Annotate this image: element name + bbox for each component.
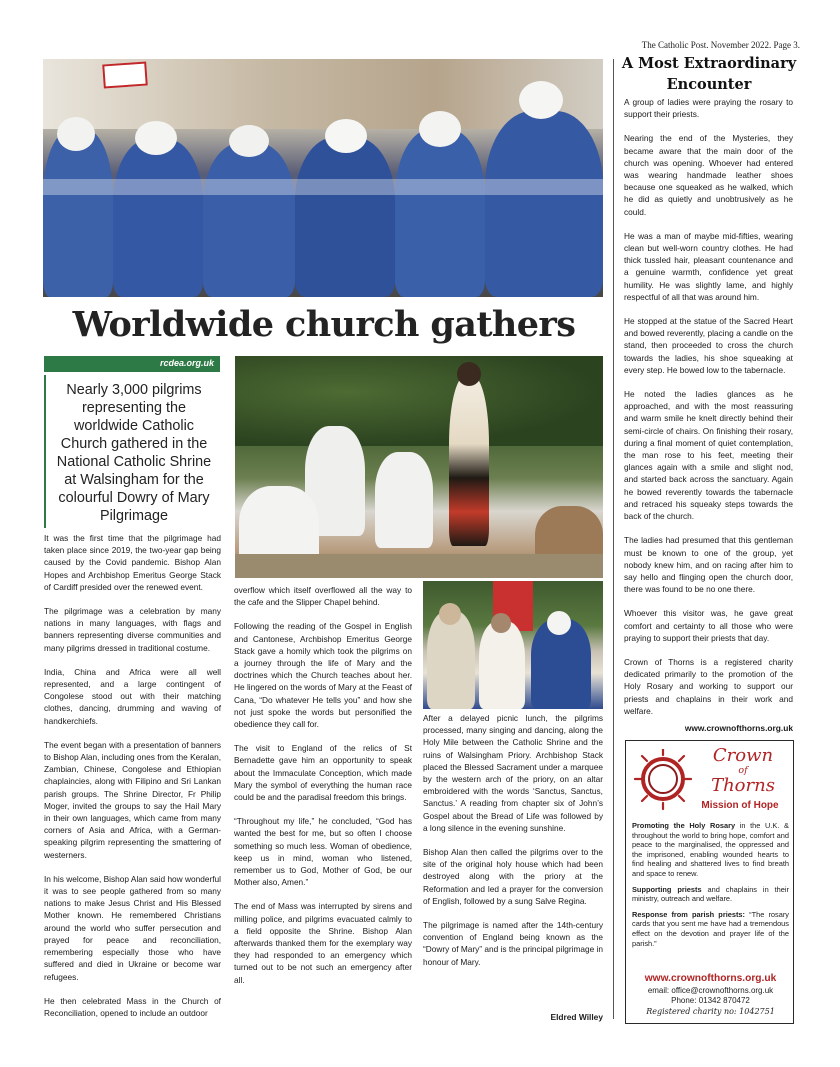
sidebar-title: A Most Extraordinary Encounter — [621, 55, 797, 93]
column-divider — [613, 59, 614, 1019]
paragraph: Whoever this visitor was, he gave great comfort and certainty to all those who were praying to support their priests that day. — [624, 608, 793, 643]
ad-website-link[interactable]: www.crownofthorns.org.uk — [644, 973, 777, 984]
paragraph: The pilgrimage was a celebration by many nations in many languages, with flags and banners representing diverse communities and many pilgrims dressed in traditional costume. — [44, 606, 221, 653]
paragraph: The ladies had presumed that this gentleman must be known to one of the group, yet nobody knew him, and on racing after him to say hello and flinging open the church door, there was found to be no one there. — [624, 535, 793, 595]
paragraph: Following the reading of the Gospel in English and Cantonese, Archbishop Emeritus George Stack gave a homily which took the pilgrims on a journey through the life of Mary and the doctrines which the Church teaches about her. He lingered on the words of Mary at the Feast of Cana, “Do whatever He tells you” and how she not just spoke the words but personified the obedience they call for. — [234, 621, 412, 730]
pilgrims-gathering-photo — [235, 356, 603, 578]
ad-paragraph — [632, 885, 789, 904]
ad-paragraph — [632, 821, 789, 879]
paragraph: A group of ladies were praying the rosary to support their priests. — [624, 97, 793, 120]
crown-of-thorns-icon — [634, 749, 692, 813]
ad-text — [632, 821, 789, 954]
paragraph: overflow which itself overflowed all the way to the cafe and the Slipper Chapel behind. — [234, 585, 412, 608]
paragraph: Crown of Thorns is a registered charity dedicated primarily to the promotion of the Holy Rosary and working to support our priests and chaplains in their work and welfare. — [624, 656, 793, 716]
ad-email[interactable]: email: office@crownofthorns.org.uk — [647, 986, 774, 995]
brand-crown: Crown — [712, 745, 774, 766]
paragraph: He then celebrated Mass in the Church of Reconciliation, opened to include an outdoor — [44, 995, 221, 1018]
paragraph: After a delayed picnic lunch, the pilgrims processed, many singing and dancing, along the Holy Mile between the Catholic Shrine and the ruins of Walsingham Priory. Archbishop Stack placed the Blessed Sacrament under a marquee by the western arch of the priory, on an altar embroidered with the words ‘Sanctus, Sanctus, Sanctus.’ A reading from chapter six of John’s Gospel about the Bread of Life was followed by a long silence in the evening sunshine. — [423, 713, 603, 833]
ad-rest: in the U.K. & throughout the world to bring hope, comfort and peace to the marginalised, the oppressed and the imprisoned, enabling wounded hearts to find healing and shattered lives to find breath and space to renew. — [632, 821, 789, 878]
byline: Eldred Willey — [550, 1012, 603, 1022]
source-link[interactable]: rcdea.org.uk — [44, 356, 220, 372]
paragraph: It was the first time that the pilgrimage had taken place since 2019, the two-year gap being caused by the Covid pandemic. Bishop Alan Hopes and Archbishop Emeritus George Stack of Cardiff presided over the renewed event. — [44, 533, 221, 592]
ad-charity-number: Registered charity no: 1042751 — [646, 1007, 775, 1016]
paragraph: Nearing the end of the Mysteries, they became aware that the main door of the church was opening. Whoever had entered was wearing handmade leather shoes because one squeaked as he walked, which he did as quietly and unobtrusively as he could. — [624, 133, 793, 217]
ad-tagline: Mission of Hope — [701, 800, 779, 811]
ad-lead: Supporting priests — [632, 884, 702, 894]
crown-of-thorns-advert — [625, 740, 794, 1024]
ad-lead: Response from parish priests: — [632, 909, 745, 919]
ad-rest: “The rosary cards that you sent me have had a tremendous effect on the devotion and prayer life of the parish.” — [632, 909, 789, 948]
paragraph: He was a man of maybe mid-fifties, wearing clean but well-worn country clothes. He had thick tussled hair, pleasant countenance and a genuine warmth, confidence yet great humility. He was slightly lame, and highly respectful of all that was around him. — [624, 230, 793, 302]
paragraph: He stopped at the statue of the Sacred Heart and bowed reverently, placing a candle on the stand, then proceeded to cross the church towards the ladies, his shoe squeaking at every step. He bowed low to the tabernacle. — [624, 316, 793, 375]
paragraph: The pilgrimage is named after the 14th-century convention of England being known as the “Dowry of Mary” and is the principal pilgrimage in honour of Mary. — [423, 920, 603, 967]
article-column-2 — [234, 584, 412, 998]
article-column-3 — [423, 712, 603, 980]
page-header: The Catholic Post. November 2022. Page 3. — [641, 40, 800, 50]
ad-paragraph — [632, 910, 789, 948]
paragraph: The event began with a presentation of banners to Bishop Alan, including ones from the Keralan, Zambian, Chinese, Congolese and Ethiopian chaplaincies, along with Filipino and Sri Lankan parish groups. The Shrine Director, Fr Philip Moger, invited the groups to say the Hail Mary in their own languages, which came from many corners of Asia and Africa, with a German- speaking pilgrim representing the smattering of westerners. — [44, 739, 221, 860]
paragraph: He noted the ladies glances as he approached, and with the most reassuring and warm smile he knelt directly behind their semi-circle of chairs. On finishing their rosary, during a final moment of quiet contemplation, the man rose to his feet, meeting their glances again with a smile and slight nod, and started back across the sanctuary. Again he bowed reverently towards the tabernacle and retraced his squeaky steps towards the back of the church. — [624, 389, 793, 522]
paragraph: In his welcome, Bishop Alan said how wonderful it was to see people gathered from so many nations to make Jesus Christ and His Blessed Mother known. He remembered Christians around the world who suffer persecution and prayed for peace and reconciliation, remembering especially those who have suffered and died in Ukraine or become war refugees. — [44, 873, 221, 982]
paragraph: The visit to England of the relics of St Bernadette gave him an opportunity to speak about the Immaculate Conception, which made Mary the symbol of everything the human race could be and the paradisal freedom this brings. — [234, 743, 412, 803]
ad-brand-name — [698, 746, 788, 796]
sidebar-url[interactable]: www.crownofthorns.org.uk — [684, 723, 793, 733]
paragraph: Bishop Alan then called the pilgrims over to the site of the original holy house which had been destroyed along with the priory at the Reformation and led a prayer for the conversion of English, followed by a sung Salve Regina. — [423, 847, 603, 906]
sidebar-story — [624, 96, 793, 729]
ad-contact — [630, 986, 791, 1006]
ad-phone: Phone: 01342 870472 — [671, 996, 750, 1005]
mass-photo — [423, 581, 603, 709]
standfirst: Nearly 3,000 pilgrims representing the worldwide Catholic Church gathered in the National Catholic Shrine at Walsingham for the colourful Dowry of Mary Pilgrimage — [44, 375, 220, 528]
procession-photo — [43, 59, 603, 297]
article-column-1 — [44, 532, 221, 1031]
headline: Worldwide church gathers — [72, 304, 576, 345]
paragraph: “Throughout my life,” he concluded, “God has wanted the best for me, but so often I choose something so much less. Woman of obedience, keep us in mind, woman who listened, remember us to God, Mother of God, be our Mother also, Amen.” — [234, 816, 412, 888]
paragraph: India, China and Africa were all well represented, and a large contingent of Congolese stood out with their matching clothes, dancing, drumming and waving of handkerchiefs. — [44, 666, 221, 726]
ad-lead: Promoting the Holy Rosary — [632, 821, 736, 830]
paragraph: The end of Mass was interrupted by sirens and milling police, and pilgrims evacuated calmly to a field opposite the Shrine. Bishop Alan afterwards thanked them for the exemplary way they had responded to an emergency which turned out to be not such an emergency after all. — [234, 901, 412, 985]
brand-of: of — [738, 765, 748, 776]
ad-rest: and chaplains in their ministry, outreach and welfare. — [632, 884, 789, 904]
brand-thorns: Thorns — [711, 775, 775, 796]
